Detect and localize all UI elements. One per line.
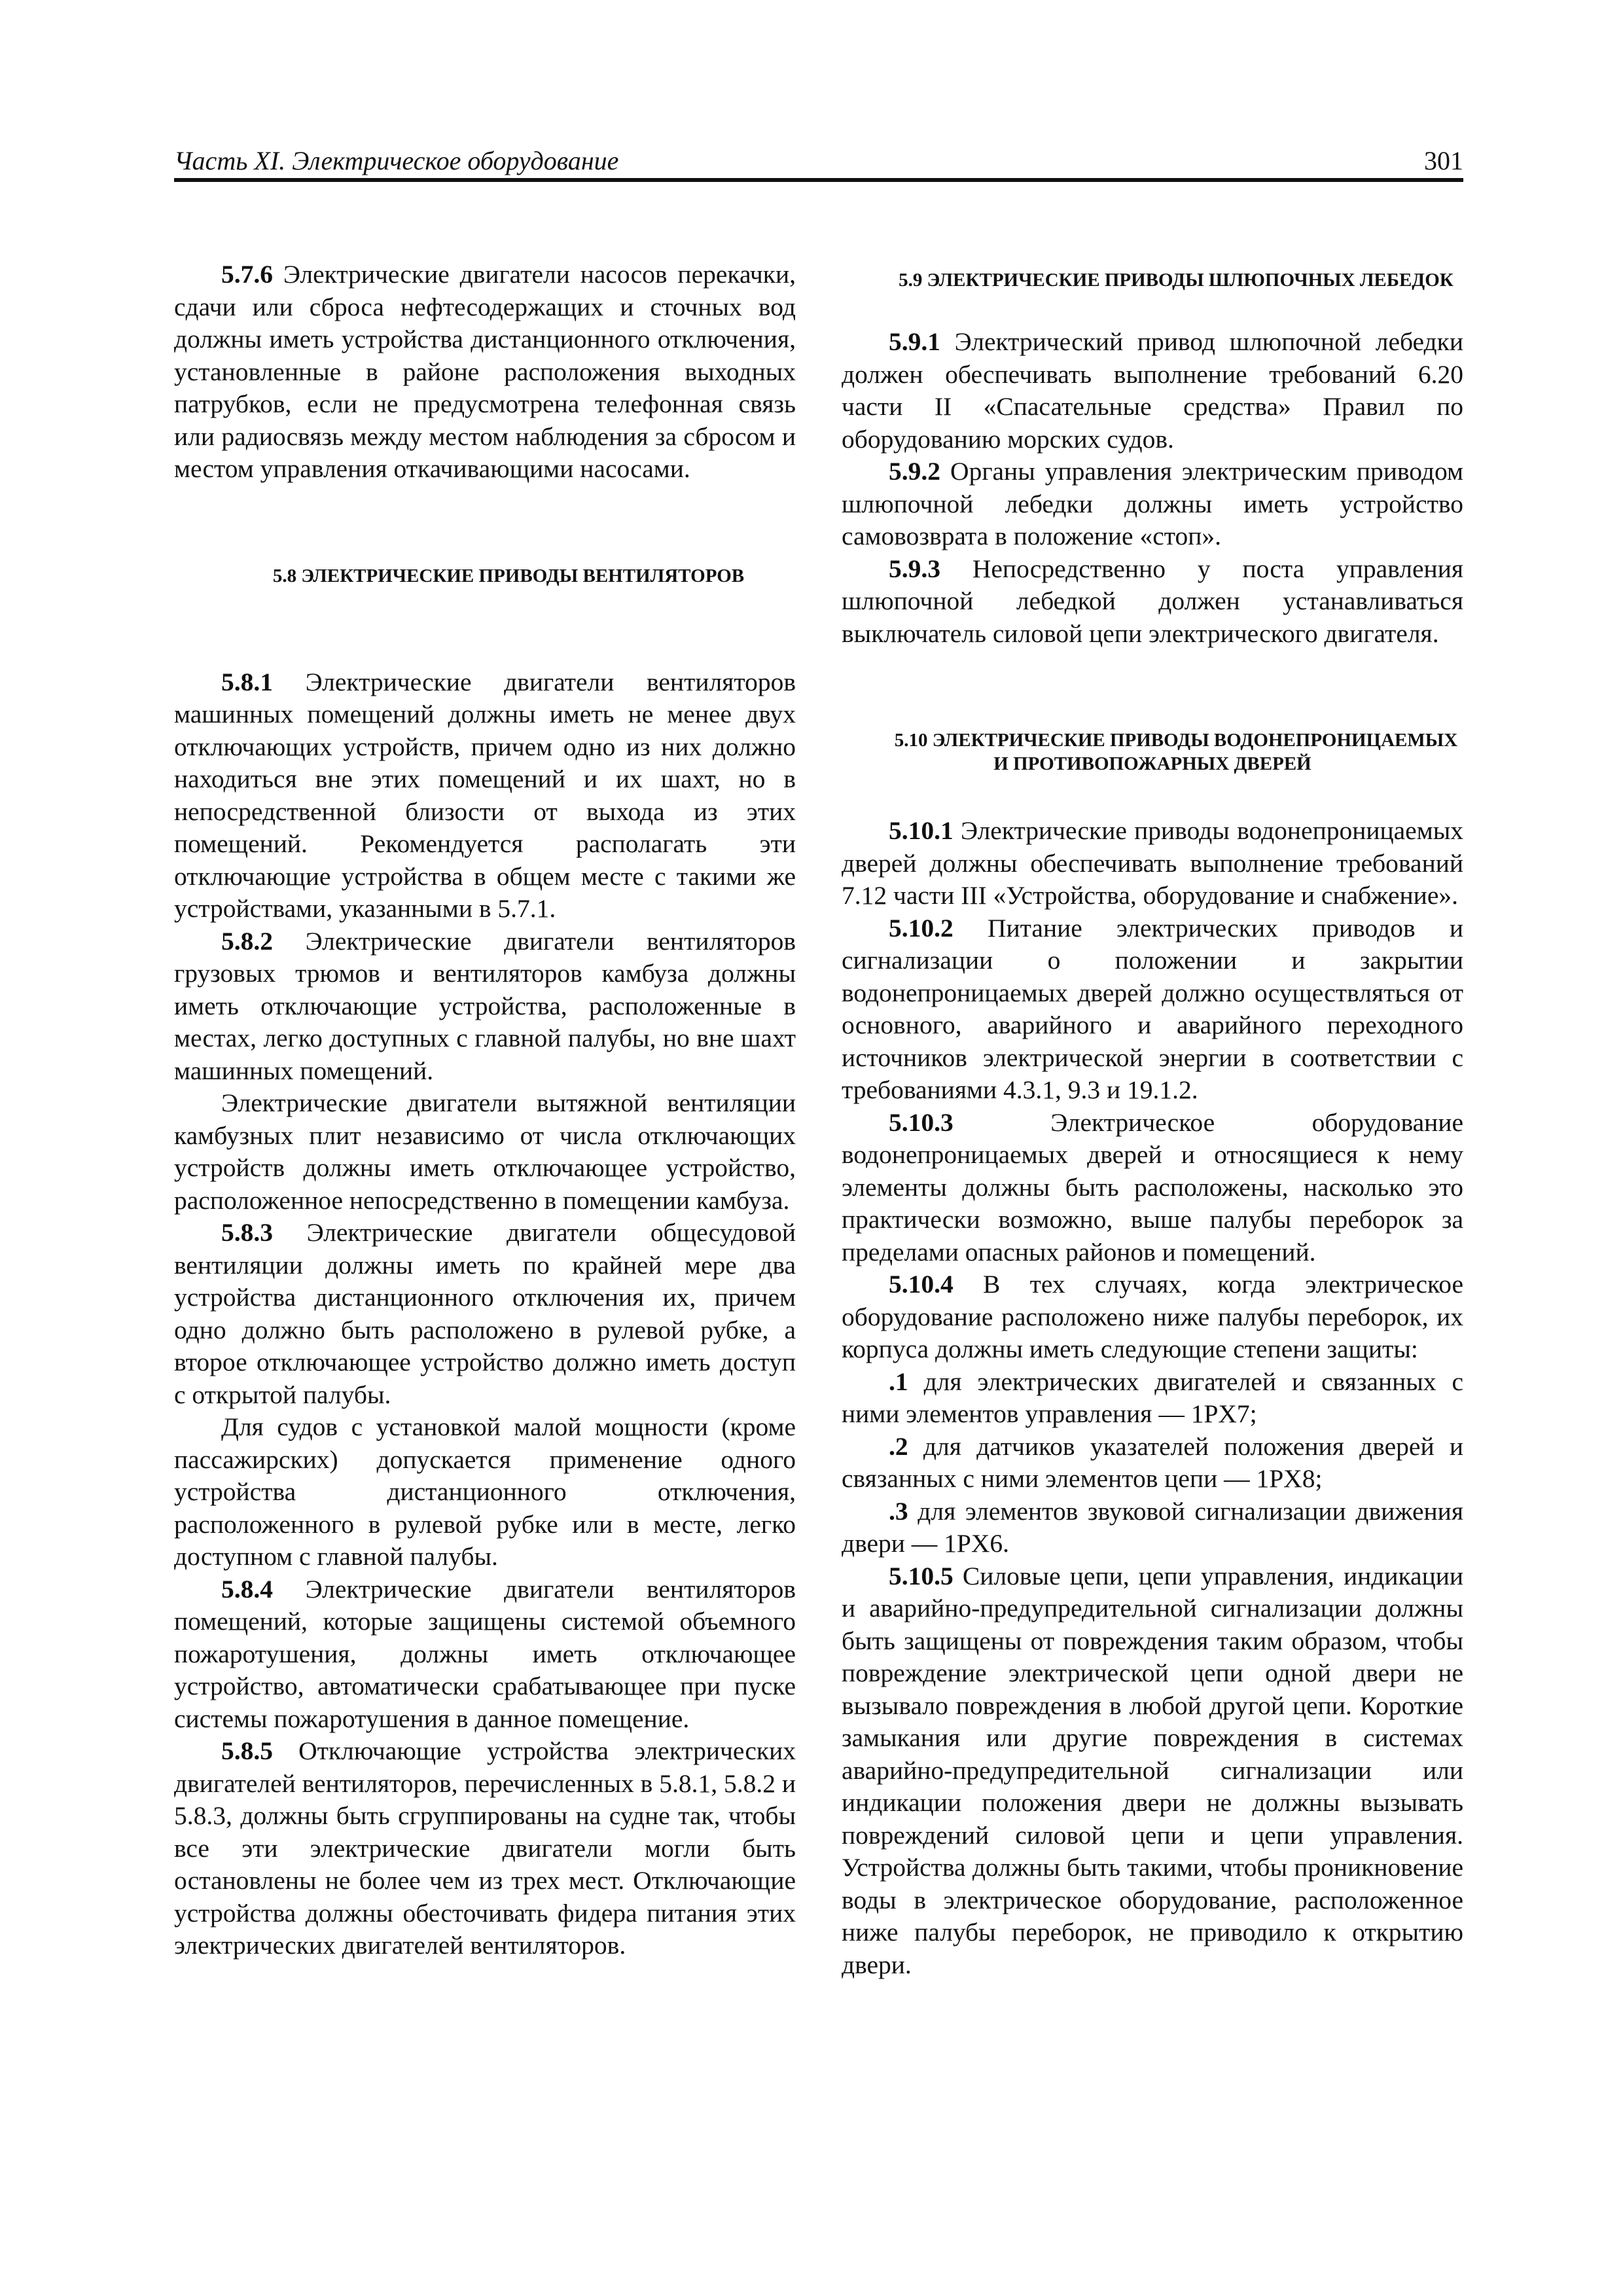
paragraph-5-7-6 bbox=[174, 259, 796, 486]
paragraph-5-8-4 bbox=[174, 1573, 796, 1736]
paragraph-5-9-3 bbox=[842, 553, 1463, 651]
right-column bbox=[842, 259, 1463, 1981]
paragraph-5-10-2 bbox=[842, 912, 1463, 1107]
clause-number: 5.7.6 bbox=[221, 260, 273, 289]
clause-number: 5.8.4 bbox=[221, 1574, 273, 1604]
left-column bbox=[174, 259, 796, 1962]
list-item-2 bbox=[842, 1431, 1463, 1496]
paragraph-5-9-1 bbox=[842, 326, 1463, 456]
paragraph-5-8-3 bbox=[174, 1217, 796, 1411]
paragraph-text: Электрические приводы водонепроницаемых дверей должны обеспечивать выполнение требований 7.12 части III «Устройства, оборудование и снабжение». bbox=[842, 816, 1463, 910]
paragraph-5-8-1 bbox=[174, 666, 796, 925]
clause-number: 5.9.1 bbox=[889, 327, 940, 356]
item-number: .1 bbox=[889, 1367, 908, 1396]
paragraph-5-8-5 bbox=[174, 1735, 796, 1962]
item-text: для электрических двигателей и связанных с ними элементов управления — 1PX7; bbox=[842, 1367, 1463, 1428]
item-text: для датчиков указателей положения дверей и связанных с ними элементов цепи — 1PX8; bbox=[842, 1431, 1463, 1493]
paragraph-text: В тех случаях, когда электрическое оборудование расположено ниже палубы переборок, их корпуса должны иметь следующие степени защиты: bbox=[842, 1270, 1463, 1363]
paragraph-5-8-2-galley: Электрические двигатели вытяжной вентиляции камбузных плит независимо от числа отключающих устройств должны иметь отключающее устройство, расположенное непосредственно в помещении камбуза. bbox=[174, 1088, 796, 1215]
paragraph-5-10-3 bbox=[842, 1107, 1463, 1269]
paragraph-text: Электрические двигатели насосов перекачки, сдачи или сброса нефтесодержащих и сточных вод должны иметь устройства дистанционного отключения, установленные в районе расположения выходных патрубков, если не предусмотрена телефонная связь или радиосвязь между местом наблюдения за сбросом и местом управления откачивающими насосами. bbox=[174, 260, 796, 483]
paragraph-5-10-1 bbox=[842, 815, 1463, 912]
paragraph-text: Непосредственно у поста управления шлюпочной лебедкой должен устанавливаться выключатель силовой цепи электрического двигателя. bbox=[842, 554, 1463, 648]
clause-number: 5.9.2 bbox=[889, 457, 940, 486]
paragraph-text: Электрические двигатели общесудовой вентиляции должны иметь по крайней мере два устройства дистанционного отключения их, причем одно должно быть расположено в рулевой рубке, а второе отключающее устройство должно иметь доступ с открытой палубы. bbox=[174, 1218, 796, 1409]
clause-number: 5.10.3 bbox=[889, 1107, 954, 1137]
section-title-5-10: 5.10 ЭЛЕКТРИЧЕСКИЕ ПРИВОДЫ ВОДОНЕПРОНИЦАЕМЫХ И ПРОТИВОПОЖАРНЫХ ДВЕРЕЙ bbox=[894, 730, 1458, 774]
section-title-5-8: 5.8 ЭЛЕКТРИЧЕСКИЕ ПРИВОДЫ ВЕНТИЛЯТОРОВ bbox=[272, 565, 745, 586]
paragraph-5-8-3-small-ships: Для судов с установкой малой мощности (кроме пассажирских) допускается применение одного устройства дистанционного отключения, расположенного в рулевой рубке или в месте, легко доступном с главной палубы. bbox=[174, 1412, 796, 1571]
page-number: 301 bbox=[1424, 146, 1463, 175]
paragraph-text: Силовые цепи, цепи управления, индикации и аварийно-предупредительной сигнализации должны быть защищены от повреждения таким образом, чтобы повреждение электрической цепи одной двери не вызывало повреждения в любой другой цепи. Короткие замыкания или другие повреждения в системах аварийно-предупредительной сигнализации или индикации положения двери не должны вызывать повреждений силовой цепи и цепи управления. Устройства должны быть такими, чтобы проникновение воды в электрическое оборудование, расположенное ниже палубы переборок, не приводило к открытию двери. bbox=[842, 1561, 1463, 1979]
paragraph-5-8-2 bbox=[174, 925, 796, 1088]
header-rule bbox=[174, 178, 1463, 182]
page-header bbox=[174, 145, 1463, 178]
paragraph-5-10-4 bbox=[842, 1268, 1463, 1366]
paragraph-text: Электрические двигатели вентиляторов машинных помещений должны иметь не менее двух отключающих устройств, причем одно из них должно находиться вне этих помещений и их шахт, но в непосредственной близости от выхода из этих помещений. Рекомендуется располагать эти отключающие устройства в общем месте с такими же устройствами, указанными в 5.7.1. bbox=[174, 667, 796, 923]
paragraph-text: Электрические двигатели вентиляторов помещений, которые защищены системой объемного пожаротушения, должны иметь отключающее устройство, автоматически срабатывающее при пуске системы пожаротушения в данное помещение. bbox=[174, 1574, 796, 1733]
paragraph-5-9-2 bbox=[842, 456, 1463, 553]
paragraph-text: Органы управления электрическим приводом шлюпочной лебедки должны иметь устройство самовозврата в положение «стоп». bbox=[842, 457, 1463, 550]
list-item-3 bbox=[842, 1496, 1463, 1560]
running-title: Часть XI. Электрическое оборудование bbox=[174, 146, 619, 175]
item-number: .3 bbox=[889, 1496, 908, 1526]
paragraph-text: Электрические двигатели вентиляторов грузовых трюмов и вентиляторов камбуза должны иметь отключающие устройства, расположенные в местах, легко доступных с главной палубы, но вне шахт машинных помещений. bbox=[174, 926, 796, 1085]
paragraph-text: Питание электрических приводов и сигнализации о положении и закрытии водонепроницаемых дверей должно осуществляться от основного, аварийного и аварийного переходного источников электрической энергии в соответствии с требованиями 4.3.1, 9.3 и 19.1.2. bbox=[842, 913, 1463, 1104]
item-text: для элементов звуковой сигнализации движения двери — 1PX6. bbox=[842, 1496, 1463, 1558]
clause-number: 5.8.2 bbox=[221, 926, 273, 956]
paragraph-text: Электрическое оборудование водонепроницаемых дверей и относящиеся к нему элементы должны быть расположены, насколько это практически возможно, выше палубы переборок за пределами опасных районов и помещений. bbox=[842, 1107, 1463, 1266]
paragraph-text: Отключающие устройства электрических двигателей вентиляторов, перечисленных в 5.8.1, 5.8.2 и 5.8.3, должны быть сгруппированы на судне так, чтобы все эти электрические двигатели могли быть остановлены не более чем из трех мест. Отключающие устройства должны обесточивать фидера питания этих электрических двигателей вентиляторов. bbox=[174, 1736, 796, 1960]
clause-number: 5.8.1 bbox=[221, 667, 273, 696]
section-title-5-9: 5.9 ЭЛЕКТРИЧЕСКИЕ ПРИВОДЫ ШЛЮПОЧНЫХ ЛЕБЕДОК bbox=[899, 270, 1454, 291]
paragraph-5-10-5 bbox=[842, 1560, 1463, 1982]
list-item-1 bbox=[842, 1366, 1463, 1431]
clause-number: 5.9.3 bbox=[889, 554, 940, 583]
clause-number: 5.10.1 bbox=[889, 816, 954, 845]
clause-number: 5.8.3 bbox=[221, 1218, 273, 1247]
paragraph-text: Электрический привод шлюпочной лебедки должен обеспечивать выполнение требований 6.20 части II «Спасательные средства» Правил по оборудованию морских судов. bbox=[842, 327, 1463, 454]
item-number: .2 bbox=[889, 1431, 908, 1461]
clause-number: 5.10.4 bbox=[889, 1270, 954, 1299]
clause-number: 5.10.2 bbox=[889, 913, 954, 942]
clause-number: 5.10.5 bbox=[889, 1561, 954, 1590]
clause-number: 5.8.5 bbox=[221, 1736, 273, 1765]
